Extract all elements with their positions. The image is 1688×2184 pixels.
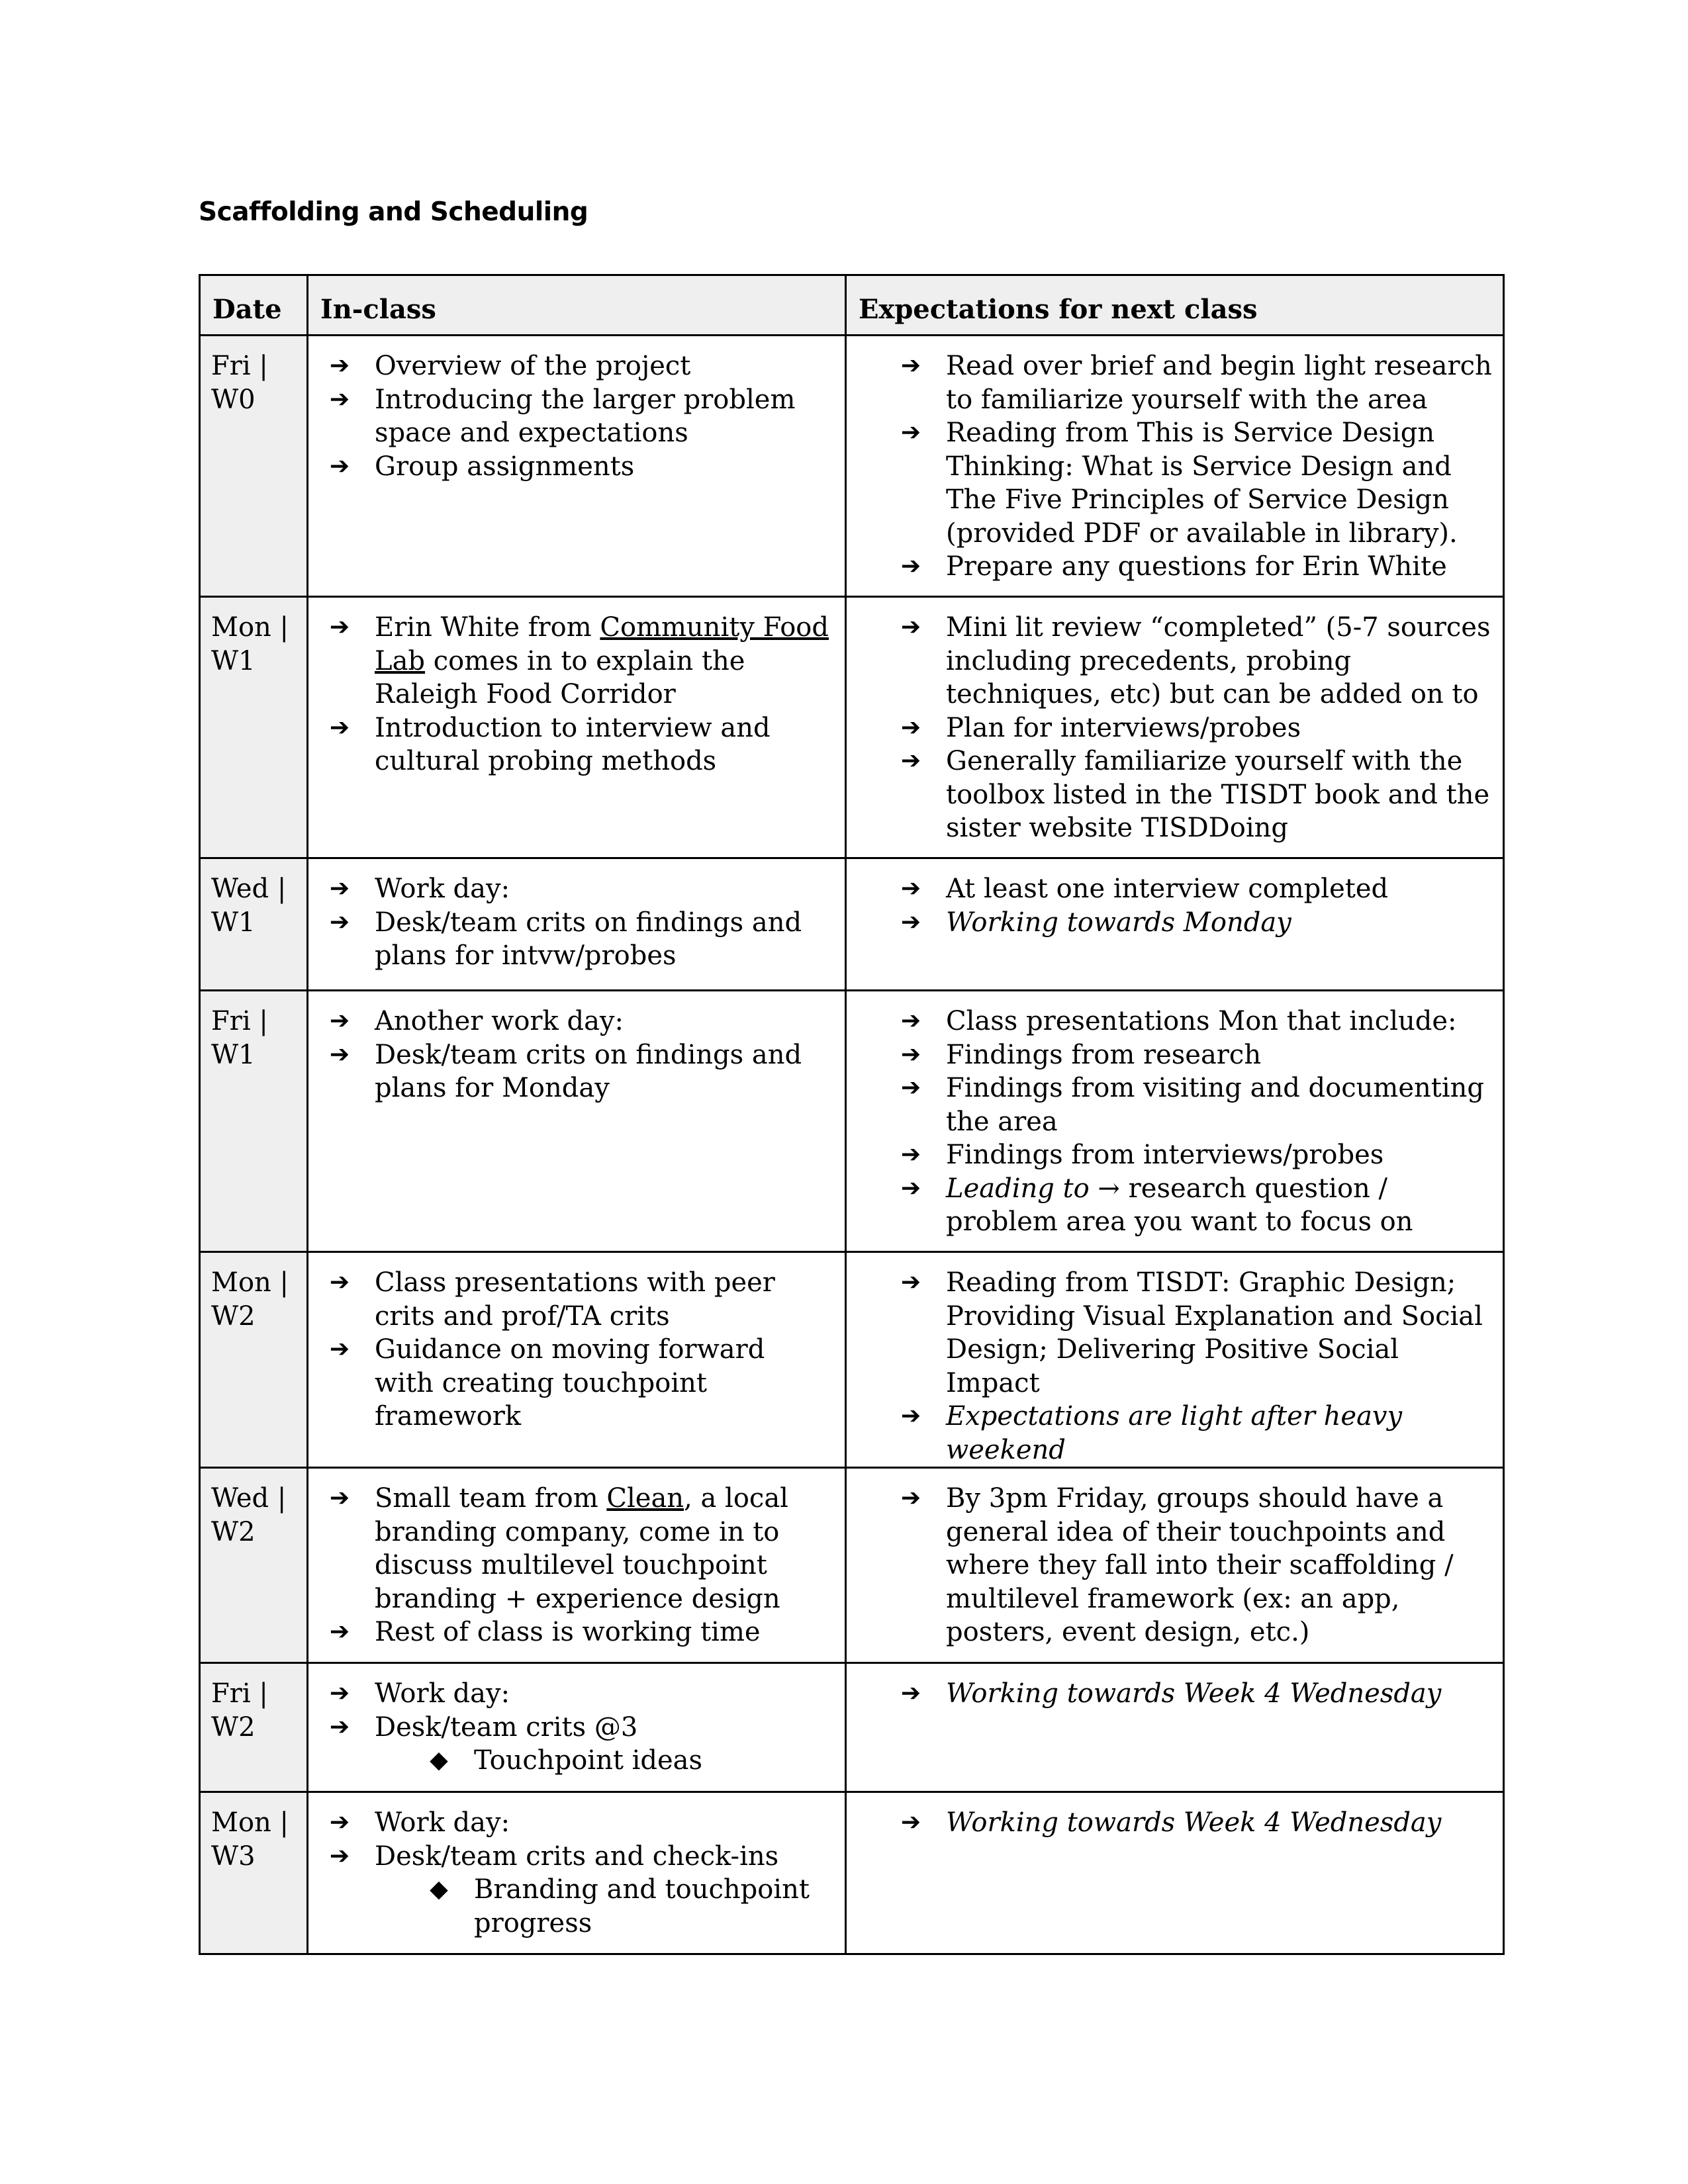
arrow-icon: ➔ — [329, 1336, 350, 1363]
item-text: Desk/team crits and check-ins — [375, 1841, 779, 1872]
list-item — [900, 1400, 1493, 1467]
item-text: Class presentations Mon that include: — [946, 1006, 1457, 1036]
arrow-icon: ➔ — [900, 1809, 921, 1836]
inclass-list — [329, 872, 830, 973]
arrow-icon: ➔ — [900, 1007, 921, 1034]
date-cell — [200, 858, 308, 991]
list-item — [900, 1138, 1493, 1172]
list-item — [900, 1482, 1493, 1649]
inclass-cell — [308, 858, 846, 991]
inclass-cell — [308, 991, 846, 1252]
item-text: Findings from research — [946, 1039, 1262, 1070]
date-text: Wed | W1 — [211, 874, 287, 938]
table-row — [200, 1663, 1504, 1792]
table-body — [200, 336, 1504, 1954]
item-text: At least one interview completed — [946, 874, 1389, 904]
inclass-cell — [308, 1468, 846, 1663]
arrow-icon: ➔ — [900, 1141, 921, 1168]
item-text: Group assignments — [375, 451, 635, 482]
arrow-icon: ➔ — [900, 747, 921, 774]
list-item — [900, 1172, 1493, 1239]
page-title: Scaffolding and Scheduling — [199, 197, 588, 227]
item-link[interactable]: Clean — [606, 1483, 684, 1514]
list-item — [900, 906, 1493, 940]
arrow-icon: ➔ — [329, 1269, 350, 1296]
item-text-italic: Leading to — [946, 1173, 1090, 1204]
expectations-list — [900, 1005, 1493, 1239]
list-item — [900, 349, 1493, 416]
arrow-icon: ➔ — [329, 1040, 350, 1068]
table-header-row — [200, 275, 1504, 336]
date-text: Fri | W1 — [211, 1006, 268, 1070]
inclass-cell — [308, 597, 846, 858]
list-item — [329, 872, 830, 906]
item-text: Generally familiarize yourself with the toolbox listed in the TISDT book and the sister website TISDDoing — [946, 746, 1490, 843]
table-row — [200, 1468, 1504, 1663]
item-text: Prepare any questions for Erin White — [946, 551, 1447, 582]
item-text: Introducing the larger problem space and expectations — [375, 384, 796, 448]
sub-item-text: Branding and touchpoint progress — [474, 1874, 810, 1938]
expectations-cell — [846, 858, 1504, 991]
list-item — [329, 611, 830, 711]
header-date: Date — [200, 275, 308, 336]
list-item — [329, 1038, 830, 1105]
date-cell — [200, 1468, 308, 1663]
item-text: Work day: — [375, 1678, 510, 1709]
arrow-icon: ➔ — [329, 875, 350, 902]
item-text: Working towards Monday — [946, 907, 1291, 938]
item-text: Guidance on moving forward with creating touchpoint framework — [375, 1334, 765, 1432]
list-item — [900, 416, 1493, 550]
list-item — [900, 611, 1493, 711]
inclass-cell — [308, 336, 846, 597]
arrow-icon: ➔ — [329, 1713, 350, 1741]
header-expectations: Expectations for next class — [846, 275, 1504, 336]
arrow-icon: ➔ — [329, 1842, 350, 1870]
arrow-icon: ➔ — [900, 614, 921, 641]
sub-list-item — [430, 1744, 830, 1778]
arrow-icon: ➔ — [900, 553, 921, 580]
sub-list-item — [430, 1873, 830, 1940]
expectations-cell — [846, 597, 1504, 858]
date-text: Mon | W1 — [211, 612, 289, 676]
inclass-list — [329, 1482, 830, 1649]
diamond-bullet-icon: ◆ — [430, 1876, 448, 1903]
item-text: Expectations are light after heavy weekend — [946, 1401, 1403, 1465]
header-inclass: In-class — [308, 275, 846, 336]
list-item — [329, 1333, 830, 1433]
list-item — [900, 1806, 1493, 1840]
item-text: Findings from interviews/probes — [946, 1140, 1384, 1170]
date-cell — [200, 336, 308, 597]
item-text: Desk/team crits on findings and plans for intvw/probes — [375, 907, 802, 971]
inclass-list — [329, 1677, 830, 1778]
arrow-icon: ➔ — [900, 1402, 921, 1430]
list-item — [329, 383, 830, 450]
expectations-list — [900, 1482, 1493, 1649]
arrow-icon: ➔ — [900, 352, 921, 379]
list-item — [900, 1005, 1493, 1038]
inclass-list — [329, 349, 830, 483]
arrow-icon: ➔ — [900, 419, 921, 446]
date-text: Wed | W2 — [211, 1483, 287, 1547]
item-text: Work day: — [375, 1807, 510, 1838]
date-cell — [200, 1792, 308, 1954]
table-row — [200, 336, 1504, 597]
list-item — [900, 550, 1493, 584]
list-item — [329, 1005, 830, 1038]
arrow-icon: ➔ — [329, 1680, 350, 1707]
expectations-list — [900, 349, 1493, 584]
list-item — [329, 711, 830, 778]
arrow-icon: ➔ — [900, 1484, 921, 1512]
table-row — [200, 1252, 1504, 1468]
arrow-icon: ➔ — [329, 452, 350, 480]
list-item — [900, 1071, 1493, 1138]
table-row — [200, 1792, 1504, 1954]
date-text: Fri | W0 — [211, 351, 268, 415]
item-text: Desk/team crits @3 — [375, 1711, 638, 1743]
item-text: Desk/team crits on findings and plans for Monday — [375, 1039, 802, 1103]
expectations-cell — [846, 1792, 1504, 1954]
inclass-list — [329, 1806, 830, 1940]
date-cell — [200, 1252, 308, 1468]
date-text: Mon | W2 — [211, 1267, 289, 1332]
date-text: Fri | W2 — [211, 1678, 268, 1743]
table-row — [200, 991, 1504, 1252]
item-text: Erin White from — [375, 612, 600, 643]
list-item — [329, 450, 830, 484]
inclass-cell — [308, 1663, 846, 1792]
item-text: , a local branding company, come in to discuss multilevel touchpoint branding + experience design — [375, 1483, 788, 1614]
list-item — [329, 1711, 830, 1778]
item-text: Working towards Week 4 Wednesday — [946, 1807, 1442, 1838]
item-link[interactable]: Community Food Lab — [375, 612, 829, 676]
arrow-icon: ➔ — [900, 1074, 921, 1101]
inclass-list — [329, 1266, 830, 1433]
expectations-cell — [846, 1663, 1504, 1792]
arrow-icon: ➔ — [900, 713, 921, 741]
list-item — [329, 906, 830, 973]
list-item — [900, 872, 1493, 906]
item-text: → research question / problem area you want to focus on — [946, 1173, 1413, 1237]
sub-list — [375, 1744, 830, 1778]
date-cell — [200, 1663, 308, 1792]
arrow-icon: ➔ — [329, 352, 350, 379]
expectations-list — [900, 611, 1493, 845]
list-item — [900, 711, 1493, 745]
item-text: Another work day: — [375, 1006, 624, 1036]
list-item — [900, 1038, 1493, 1072]
item-text: Small team from — [375, 1483, 607, 1514]
item-text: Rest of class is working time — [375, 1617, 761, 1647]
expectations-cell — [846, 336, 1504, 597]
item-text: Reading from TISDT: Graphic Design; Providing Visual Explanation and Social Design; Delivering Positive Social Impact — [946, 1267, 1483, 1398]
inclass-list — [329, 611, 830, 778]
list-item — [329, 1482, 830, 1615]
arrow-icon: ➔ — [900, 1269, 921, 1296]
arrow-icon: ➔ — [329, 1809, 350, 1836]
item-text: Overview of the project — [375, 351, 691, 381]
date-text: Mon | W3 — [211, 1807, 289, 1872]
arrow-icon: ➔ — [329, 614, 350, 641]
arrow-icon: ➔ — [329, 1618, 350, 1645]
date-cell — [200, 991, 308, 1252]
item-text: Mini lit review “completed” (5-7 sources including precedents, probing techniques, etc) but can be added on to — [946, 612, 1491, 709]
item-text: Read over brief and begin light research to familiarize yourself with the area — [946, 351, 1492, 415]
arrow-icon: ➔ — [329, 1007, 350, 1034]
arrow-icon: ➔ — [329, 713, 350, 741]
list-item — [329, 1615, 830, 1649]
list-item — [329, 1677, 830, 1711]
item-text: Plan for interviews/probes — [946, 712, 1301, 743]
arrow-icon: ➔ — [329, 908, 350, 936]
list-item — [329, 1266, 830, 1333]
item-text: Working towards Week 4 Wednesday — [946, 1678, 1442, 1709]
list-item — [900, 1266, 1493, 1400]
expectations-list — [900, 1806, 1493, 1840]
inclass-cell — [308, 1252, 846, 1468]
item-text: Reading from This is Service Design Thinking: What is Service Design and The Five Principles of Service Design (provided PDF or available in library). — [946, 418, 1458, 549]
arrow-icon: ➔ — [900, 908, 921, 936]
arrow-icon: ➔ — [900, 1174, 921, 1202]
diamond-bullet-icon: ◆ — [430, 1747, 448, 1774]
list-item — [329, 1806, 830, 1840]
item-text: Class presentations with peer crits and prof/TA crits — [375, 1267, 775, 1332]
item-text: Introduction to interview and cultural probing methods — [375, 712, 771, 776]
arrow-icon: ➔ — [329, 1484, 350, 1512]
list-item — [900, 745, 1493, 845]
table-row — [200, 858, 1504, 991]
inclass-list — [329, 1005, 830, 1105]
inclass-cell — [308, 1792, 846, 1954]
list-item — [329, 349, 830, 383]
sub-item-text: Touchpoint ideas — [474, 1745, 703, 1776]
item-text: Findings from visiting and documenting the area — [946, 1073, 1485, 1137]
expectations-cell — [846, 1252, 1504, 1468]
schedule-table — [199, 274, 1505, 1955]
item-text: comes in to explain the Raleigh Food Corridor — [375, 645, 745, 709]
item-text: Work day: — [375, 874, 510, 904]
expectations-cell — [846, 991, 1504, 1252]
expectations-list — [900, 1677, 1493, 1711]
arrow-icon: ➔ — [329, 385, 350, 413]
expectations-list — [900, 872, 1493, 939]
list-item — [329, 1840, 830, 1940]
expectations-list — [900, 1266, 1493, 1467]
arrow-icon: ➔ — [900, 1680, 921, 1707]
arrow-icon: ➔ — [900, 875, 921, 902]
expectations-cell — [846, 1468, 1504, 1663]
table-row — [200, 597, 1504, 858]
arrow-icon: ➔ — [900, 1040, 921, 1068]
sub-list — [375, 1873, 830, 1940]
list-item — [900, 1677, 1493, 1711]
item-text: By 3pm Friday, groups should have a general idea of their touchpoints and where they fall into their scaffolding / multilevel framework (ex: an app, posters, event design, etc.) — [946, 1483, 1454, 1647]
date-cell — [200, 597, 308, 858]
